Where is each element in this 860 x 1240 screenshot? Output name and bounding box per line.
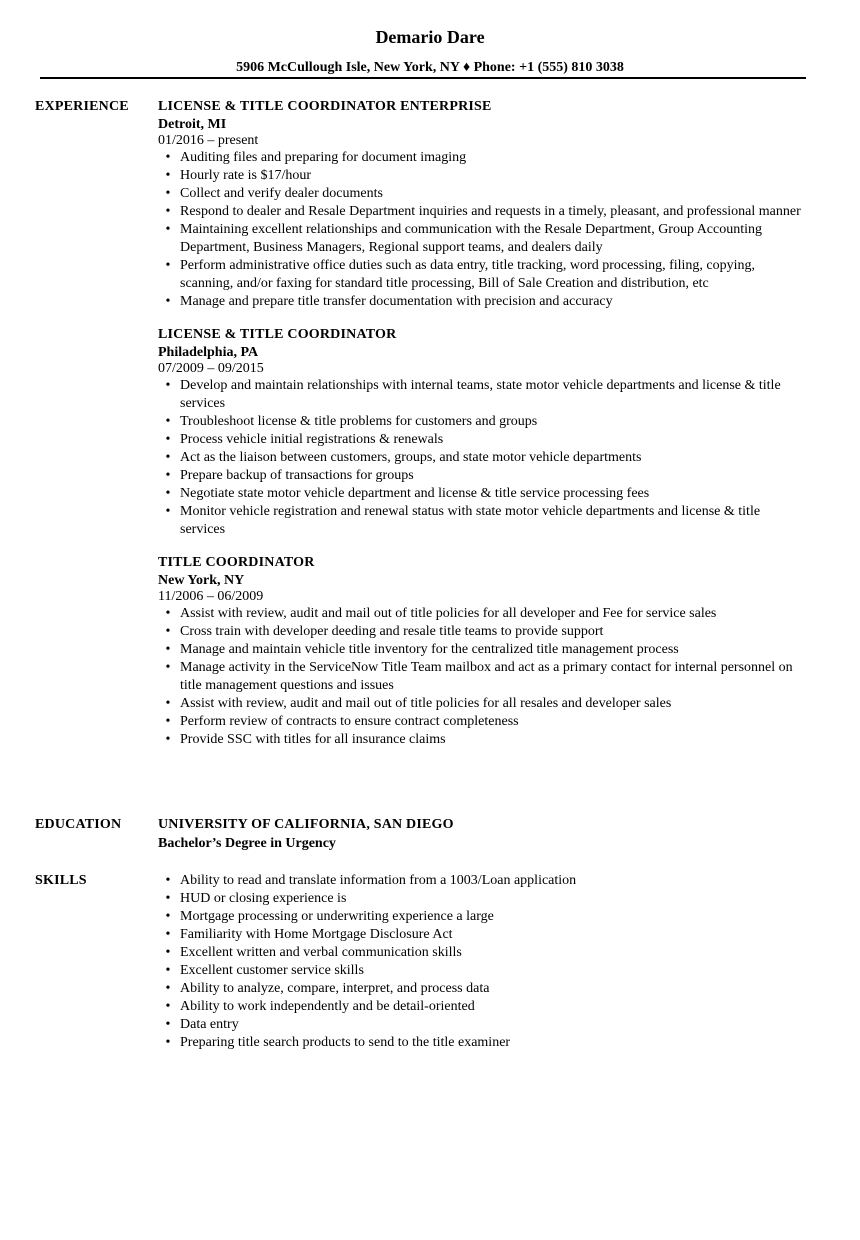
job-location: Philadelphia, PA — [158, 345, 259, 360]
bullet-item — [165, 449, 808, 467]
skills-section — [158, 872, 808, 1052]
bullet-text: Act as the liaison between customers, groups, and state motor vehicle departments — [180, 450, 642, 465]
bullet-dot-icon: • — [165, 468, 171, 483]
job-location: Detroit, MI — [158, 117, 227, 132]
bullet-item — [165, 149, 808, 167]
bullet-dot-icon: • — [165, 504, 171, 519]
bullet-dot-icon: • — [165, 204, 171, 219]
bullet-text: Assist with review, audit and mail out of title policies for all resales and developer sales — [180, 696, 672, 711]
bullet-dot-icon: • — [165, 294, 171, 309]
bullet-text: Manage and maintain vehicle title inventory for the centralized title management process — [180, 642, 679, 657]
bullet-dot-icon: • — [165, 606, 171, 621]
bullet-text: Preparing title search products to send to the title examiner — [180, 1035, 511, 1050]
bullet-dot-icon: • — [165, 450, 171, 465]
bullet-text: Data entry — [180, 1017, 239, 1032]
bullet-item — [165, 167, 808, 185]
bullet-dot-icon: • — [165, 378, 171, 393]
bullet-item — [165, 503, 808, 539]
bullet-text: Auditing files and preparing for document imaging — [180, 150, 467, 165]
bullet-item — [165, 293, 808, 311]
bullet-item — [165, 998, 808, 1016]
bullet-text: Excellent written and verbal communication skills — [180, 945, 462, 960]
bullet-item — [165, 203, 808, 221]
bullet-text: Mortgage processing or underwriting experience a large — [180, 909, 494, 924]
bullet-text: Respond to dealer and Resale Department inquiries and requests in a timely, pleasant, and professional manner — [180, 204, 801, 219]
bullet-text: Perform review of contracts to ensure contract completeness — [180, 714, 519, 729]
bullet-dot-icon: • — [165, 891, 171, 906]
bullet-dot-icon: • — [165, 642, 171, 657]
bullet-dot-icon: • — [165, 696, 171, 711]
bullet-dot-icon: • — [165, 414, 171, 429]
bullet-item — [165, 377, 808, 413]
bullet-text: Process vehicle initial registrations & renewals — [180, 432, 444, 447]
bullet-dot-icon: • — [165, 486, 171, 501]
bullet-text: Troubleshoot license & title problems for customers and groups — [180, 414, 538, 429]
bullet-text: Provide SSC with titles for all insurance claims — [180, 732, 446, 747]
bullet-item — [165, 713, 808, 731]
bullet-dot-icon: • — [165, 927, 171, 942]
job-bullets — [158, 149, 808, 311]
bullet-text: Monitor vehicle registration and renewal status with state motor vehicle departments and license & title services — [180, 504, 761, 537]
bullet-item — [165, 890, 808, 908]
skills-list — [158, 872, 808, 1052]
bullet-text: Ability to work independently and be detail-oriented — [180, 999, 475, 1014]
bullet-dot-icon: • — [165, 963, 171, 978]
bullet-text: Hourly rate is $17/hour — [180, 168, 312, 183]
education-section — [158, 816, 808, 854]
experience-section — [158, 98, 808, 749]
bullet-item — [165, 431, 808, 449]
education-heading: EDUCATION — [35, 817, 122, 832]
bullet-text: Develop and maintain relationships with internal teams, state motor vehicle departments and license & title services — [180, 378, 781, 411]
bullet-item — [165, 257, 808, 293]
experience-heading: EXPERIENCE — [35, 99, 129, 114]
bullet-item — [165, 221, 808, 257]
bullet-text: Familiarity with Home Mortgage Disclosure Act — [180, 927, 453, 942]
bullet-dot-icon: • — [165, 1017, 171, 1032]
job-entry — [158, 98, 808, 311]
bullet-text: Maintaining excellent relationships and communication with the Resale Department, Group Accounting Department, Business Managers, Regional support teams, and dealers daily — [180, 222, 763, 255]
bullet-item — [165, 641, 808, 659]
bullet-item — [165, 1034, 808, 1052]
bullet-text: Prepare backup of transactions for groups — [180, 468, 414, 483]
bullet-text: Manage and prepare title transfer documentation with precision and accuracy — [180, 294, 613, 309]
bullet-dot-icon: • — [165, 714, 171, 729]
bullet-dot-icon: • — [165, 873, 171, 888]
bullet-item — [165, 695, 808, 713]
bullet-text: Perform administrative office duties such as data entry, title tracking, word processing, filing, copying, scanning, and/or faxing for standard title processing, Bill of Sale Creation and distribution, etc — [180, 258, 756, 291]
bullet-item — [165, 962, 808, 980]
bullet-item — [165, 944, 808, 962]
bullet-item — [165, 908, 808, 926]
job-title: TITLE COORDINATOR — [158, 555, 315, 570]
bullet-item — [165, 413, 808, 431]
bullet-dot-icon: • — [165, 1035, 171, 1050]
bullet-item — [165, 980, 808, 998]
bullet-text: Cross train with developer deeding and resale title teams to provide support — [180, 624, 604, 639]
bullet-text: Ability to analyze, compare, interpret, and process data — [180, 981, 490, 996]
bullet-text: Excellent customer service skills — [180, 963, 364, 978]
bullet-item — [165, 926, 808, 944]
education-school: UNIVERSITY OF CALIFORNIA, SAN DIEGO — [158, 817, 454, 832]
bullet-dot-icon: • — [165, 909, 171, 924]
bullet-text: Assist with review, audit and mail out of title policies for all developer and Fee for service sales — [180, 606, 717, 621]
candidate-name: Demario Dare — [375, 27, 485, 47]
bullet-dot-icon: • — [165, 660, 171, 675]
job-dates: 01/2016 – present — [158, 133, 259, 148]
bullet-dot-icon: • — [165, 624, 171, 639]
bullet-item — [165, 872, 808, 890]
contact-line: 5906 McCullough Isle, New York, NY ♦ Phone: +1 (555) 810 3038 — [236, 60, 624, 75]
job-dates: 07/2009 – 09/2015 — [158, 361, 264, 376]
bullet-dot-icon: • — [165, 150, 171, 165]
bullet-item — [165, 485, 808, 503]
bullet-dot-icon: • — [165, 945, 171, 960]
bullet-item — [165, 185, 808, 203]
bullet-dot-icon: • — [165, 168, 171, 183]
bullet-text: HUD or closing experience is — [180, 891, 347, 906]
bullet-dot-icon: • — [165, 258, 171, 273]
job-bullets — [158, 605, 808, 749]
bullet-text: Manage activity in the ServiceNow Title Team mailbox and act as a primary contact for internal personnel on title management questions and issues — [180, 660, 793, 693]
bullet-dot-icon: • — [165, 186, 171, 201]
bullet-dot-icon: • — [165, 432, 171, 447]
job-location: New York, NY — [158, 573, 245, 588]
job-title: LICENSE & TITLE COORDINATOR ENTERPRISE — [158, 99, 492, 114]
bullet-dot-icon: • — [165, 732, 171, 747]
bullet-item — [165, 467, 808, 485]
job-dates: 11/2006 – 06/2009 — [158, 589, 264, 604]
bullet-dot-icon: • — [165, 999, 171, 1014]
job-entry — [158, 554, 808, 749]
bullet-item — [165, 1016, 808, 1034]
bullet-text: Negotiate state motor vehicle department and license & title service processing fees — [180, 486, 650, 501]
bullet-dot-icon: • — [165, 222, 171, 237]
education-degree: Bachelor’s Degree in Urgency — [158, 836, 336, 851]
header-divider — [40, 77, 806, 79]
bullet-item — [165, 659, 808, 695]
bullet-dot-icon: • — [165, 981, 171, 996]
bullet-item — [165, 623, 808, 641]
bullet-text: Ability to read and translate information from a 1003/Loan application — [180, 873, 577, 888]
job-entry — [158, 326, 808, 539]
job-bullets — [158, 377, 808, 539]
bullet-item — [165, 605, 808, 623]
job-title: LICENSE & TITLE COORDINATOR — [158, 327, 397, 342]
bullet-item — [165, 731, 808, 749]
bullet-text: Collect and verify dealer documents — [180, 186, 383, 201]
skills-heading: SKILLS — [35, 873, 87, 888]
